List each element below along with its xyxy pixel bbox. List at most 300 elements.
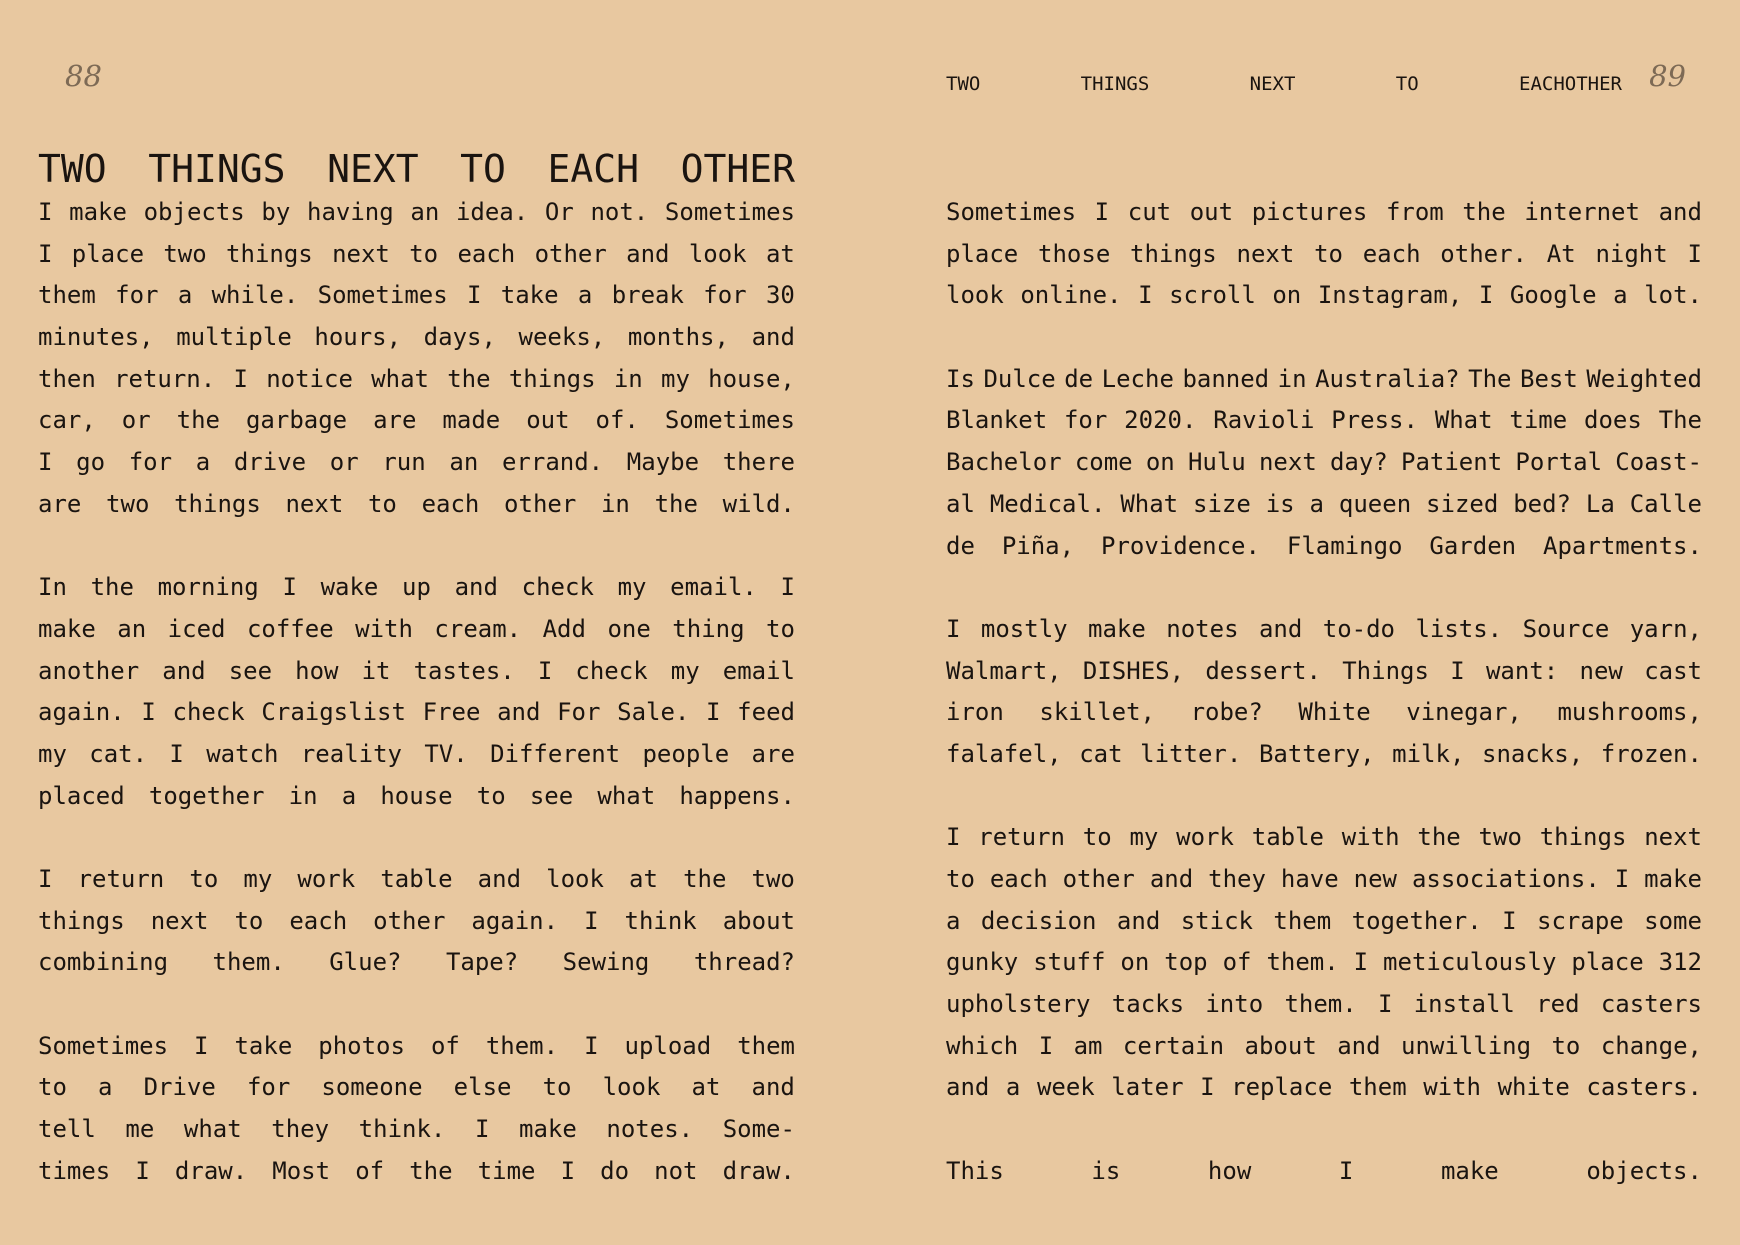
word: to-do xyxy=(1322,614,1395,643)
word: or xyxy=(121,406,151,435)
word: and xyxy=(946,1073,990,1102)
paragraph xyxy=(946,1151,1702,1193)
word: pictures xyxy=(1251,198,1368,226)
title-word: NEXT xyxy=(327,147,419,191)
word: things xyxy=(1130,239,1217,268)
word: Sewing xyxy=(562,948,650,977)
word: how xyxy=(295,656,339,685)
word: drive xyxy=(233,448,307,477)
word: cat. xyxy=(89,739,148,768)
word: with xyxy=(1423,1073,1481,1102)
word: multiple xyxy=(176,323,292,352)
word: make xyxy=(69,198,127,226)
word: and xyxy=(626,239,670,268)
text-line xyxy=(38,1026,795,1068)
word: a xyxy=(98,1073,113,1102)
word: Add xyxy=(542,614,586,643)
text-line xyxy=(38,692,795,734)
word: stuff xyxy=(1033,948,1106,977)
word: and xyxy=(1116,906,1161,935)
word: house xyxy=(380,781,453,810)
word: are xyxy=(373,406,417,435)
word: frozen. xyxy=(1600,739,1702,768)
paragraph xyxy=(946,609,1702,776)
word: reality xyxy=(300,739,402,768)
word: I xyxy=(474,1115,490,1144)
word: does xyxy=(1584,406,1642,435)
word: to xyxy=(542,1073,572,1102)
word: In xyxy=(38,573,67,602)
word: I xyxy=(1138,281,1153,310)
word: al xyxy=(946,489,975,518)
word: Best xyxy=(1520,364,1578,393)
word: The xyxy=(1658,406,1702,435)
word: make xyxy=(38,614,96,643)
word: those xyxy=(1038,239,1111,268)
word: wild. xyxy=(722,489,795,518)
word: iced xyxy=(167,614,226,643)
word: someone xyxy=(321,1073,423,1102)
word: notes xyxy=(1166,614,1239,643)
word: out xyxy=(1189,198,1234,226)
word: Hulu xyxy=(1187,448,1246,477)
word: are xyxy=(38,489,82,518)
word: Calle xyxy=(1629,489,1702,518)
word: Free xyxy=(422,698,481,727)
word: Drive xyxy=(143,1073,216,1102)
paragraph-break xyxy=(946,567,1702,609)
word: to xyxy=(189,865,219,893)
word: mostly xyxy=(980,614,1068,643)
chapter-title xyxy=(38,147,795,191)
word: I xyxy=(38,448,53,477)
text-line xyxy=(946,734,1702,776)
paragraph xyxy=(38,859,795,984)
word: I xyxy=(1200,1073,1215,1102)
word: place xyxy=(71,239,145,268)
word: a xyxy=(177,281,193,310)
word: I xyxy=(194,1031,209,1060)
paragraph xyxy=(946,192,1702,317)
word: they xyxy=(1208,865,1266,893)
word: I xyxy=(135,1156,150,1185)
word: return xyxy=(77,865,165,893)
word: Sometimes xyxy=(664,198,795,226)
text-line xyxy=(38,776,795,818)
word: coffee xyxy=(246,614,334,643)
word: then xyxy=(38,364,96,393)
word: them. xyxy=(485,1031,559,1060)
word: they xyxy=(271,1115,330,1144)
word: times xyxy=(38,1156,111,1185)
word: queen xyxy=(1338,489,1412,518)
word: Ravioli xyxy=(1213,406,1315,435)
word: new xyxy=(1579,656,1623,685)
word: I xyxy=(1353,948,1369,977)
word: decision xyxy=(980,906,1097,935)
word: in xyxy=(288,781,318,810)
word: check xyxy=(521,573,594,602)
word: and xyxy=(1149,865,1194,893)
word: tell xyxy=(38,1115,96,1144)
running-header xyxy=(946,75,1622,94)
word: Flamingo xyxy=(1286,531,1403,560)
word: change, xyxy=(1600,1031,1702,1060)
paragraph xyxy=(38,192,795,526)
word: made xyxy=(442,406,501,435)
word: and xyxy=(1337,1031,1381,1060)
word: snacks, xyxy=(1482,739,1584,768)
text-line xyxy=(38,1109,795,1151)
word: while. xyxy=(211,281,299,310)
word: and xyxy=(1658,198,1702,226)
word: from xyxy=(1385,198,1444,226)
paragraph xyxy=(38,1026,795,1193)
word: hours, xyxy=(314,323,402,352)
word: come xyxy=(1074,448,1133,477)
word: Things xyxy=(1342,656,1429,685)
word: my xyxy=(243,865,273,893)
word: unwilling xyxy=(1401,1031,1532,1060)
word: idea. xyxy=(455,198,529,226)
word: I xyxy=(584,906,599,935)
word: having xyxy=(307,198,394,226)
word: The xyxy=(1468,364,1512,393)
word: things xyxy=(38,906,125,935)
word: house, xyxy=(708,364,795,393)
word: which xyxy=(946,1031,1019,1060)
word: the xyxy=(1462,198,1506,226)
word: casters xyxy=(1600,990,1702,1019)
word: the xyxy=(1417,823,1461,852)
text-line xyxy=(946,1151,1702,1193)
word: lot. xyxy=(1644,281,1702,310)
word: and xyxy=(162,656,206,685)
word: other xyxy=(1062,865,1135,893)
word: an xyxy=(410,198,440,226)
word: a xyxy=(1005,1073,1021,1102)
word: skillet, xyxy=(1039,698,1155,727)
word: have xyxy=(1280,865,1339,893)
word: together xyxy=(148,781,265,810)
text-line xyxy=(38,609,795,651)
text-line xyxy=(946,484,1702,526)
word: later xyxy=(1111,1073,1184,1102)
word: mushrooms, xyxy=(1557,698,1702,727)
paragraph-break xyxy=(946,776,1702,818)
word: tastes. xyxy=(413,656,515,685)
word: I xyxy=(169,739,184,768)
word: I xyxy=(1094,198,1110,226)
word: online. xyxy=(1020,281,1122,310)
word: gunky xyxy=(946,948,1019,977)
word: the xyxy=(654,489,698,518)
word: internet xyxy=(1524,198,1640,226)
word: the xyxy=(176,406,220,435)
word: yarn, xyxy=(1629,614,1702,643)
word: the xyxy=(683,865,727,893)
text-line xyxy=(946,400,1702,442)
word: install xyxy=(1413,990,1515,1019)
word: cream. xyxy=(434,614,522,643)
word: look xyxy=(546,865,604,893)
word: take xyxy=(234,1031,293,1060)
word: each xyxy=(457,239,516,268)
text-line xyxy=(38,734,795,776)
word: at xyxy=(629,865,658,893)
text-line xyxy=(38,901,795,943)
word: I xyxy=(1478,281,1494,310)
word: things xyxy=(226,239,313,268)
word: I xyxy=(233,364,248,393)
word: each xyxy=(989,865,1048,893)
running-header-word: TWO xyxy=(946,73,981,95)
word: Bachelor xyxy=(946,448,1062,477)
page-number-left: 88 xyxy=(65,59,102,93)
word: by xyxy=(261,198,291,226)
word: I xyxy=(1038,1031,1054,1060)
word: some xyxy=(1644,906,1702,935)
word: of xyxy=(355,1156,385,1185)
word: Leche xyxy=(1101,364,1174,393)
text-line xyxy=(946,442,1702,484)
word: Sometimes xyxy=(317,281,448,310)
word: and xyxy=(1258,614,1303,643)
word: table xyxy=(380,865,453,893)
word: At xyxy=(1546,239,1576,268)
word: my xyxy=(661,364,690,393)
word: email. xyxy=(670,573,757,602)
word: make xyxy=(1440,1156,1499,1185)
text-line xyxy=(38,317,795,359)
word: falafel, xyxy=(946,739,1062,768)
word: I xyxy=(706,698,721,727)
word: top xyxy=(1164,948,1208,977)
word: my xyxy=(38,739,67,768)
text-line xyxy=(946,192,1702,234)
word: Garden xyxy=(1429,531,1517,560)
word: them xyxy=(38,281,96,310)
word: or xyxy=(329,448,359,477)
word: DISHES, xyxy=(1082,656,1185,685)
word: on xyxy=(1120,948,1150,977)
word: each xyxy=(1362,239,1421,268)
word: think. xyxy=(358,1115,446,1144)
word: Sometimes xyxy=(38,1031,169,1060)
word: Google xyxy=(1509,281,1597,310)
word: vinegar, xyxy=(1406,698,1522,727)
word: What xyxy=(1120,489,1179,518)
word: Source xyxy=(1522,614,1610,643)
word: white xyxy=(1497,1073,1570,1102)
word: of xyxy=(430,1031,460,1060)
title-word: EACH xyxy=(547,147,640,191)
word: night xyxy=(1595,239,1668,268)
word: and xyxy=(477,865,522,893)
word: do xyxy=(600,1156,630,1185)
word: other. xyxy=(1440,239,1527,268)
word: each xyxy=(421,489,480,518)
word: look xyxy=(602,1073,661,1102)
word: Walmart, xyxy=(946,656,1062,685)
word: work xyxy=(297,865,356,893)
word: I xyxy=(946,823,961,852)
word: Sale. xyxy=(617,698,690,727)
text-line xyxy=(946,651,1702,693)
word: the xyxy=(409,1156,453,1185)
word: table xyxy=(1251,823,1324,852)
text-line xyxy=(38,859,795,901)
word: Weighted xyxy=(1586,364,1702,393)
title-word: OTHER xyxy=(680,147,795,191)
word: Dulce xyxy=(983,364,1056,393)
word: I xyxy=(38,239,53,268)
word: two xyxy=(751,865,795,893)
text-line xyxy=(38,359,795,401)
word: to xyxy=(766,614,795,643)
word: Is xyxy=(946,364,975,393)
word: not xyxy=(654,1156,698,1185)
word: email xyxy=(722,656,795,685)
word: and xyxy=(454,573,498,602)
word: two xyxy=(1478,823,1522,852)
paragraph-break xyxy=(38,817,795,859)
word: White xyxy=(1298,698,1371,727)
text-line xyxy=(38,1067,795,1109)
word: draw. xyxy=(722,1156,795,1185)
word: things xyxy=(174,489,261,518)
word: into xyxy=(1205,990,1264,1019)
word: feed xyxy=(737,698,795,727)
text-line xyxy=(946,817,1702,859)
word: them xyxy=(1273,906,1332,935)
word: them xyxy=(737,1031,795,1060)
word: certain xyxy=(1122,1031,1225,1060)
word: draw. xyxy=(174,1156,248,1185)
word: next xyxy=(1258,448,1317,477)
word: de xyxy=(1064,364,1094,393)
word: robe? xyxy=(1190,698,1263,727)
word: want: xyxy=(1485,656,1559,685)
word: what xyxy=(183,1115,242,1144)
word: Glue? xyxy=(329,948,402,977)
text-line xyxy=(946,234,1702,276)
word: Some- xyxy=(722,1115,795,1144)
word: Or xyxy=(544,198,574,226)
word: next xyxy=(1236,239,1295,268)
word: with xyxy=(1341,823,1400,852)
word: return xyxy=(978,823,1065,852)
word: next xyxy=(285,489,344,518)
word: check xyxy=(172,698,245,727)
word: Australia? xyxy=(1315,364,1460,393)
word: Portal xyxy=(1515,448,1603,477)
word: an xyxy=(117,614,147,643)
word: lists. xyxy=(1415,614,1503,643)
word: see xyxy=(228,656,273,685)
text-line xyxy=(946,1067,1702,1109)
word: again. xyxy=(471,906,559,935)
word: objects xyxy=(143,198,245,226)
word: Patient xyxy=(1401,448,1503,477)
word: and xyxy=(751,1073,795,1102)
word: replace xyxy=(1231,1073,1333,1102)
word: notice xyxy=(266,364,353,393)
word: Maybe xyxy=(626,448,700,477)
word: look xyxy=(688,239,747,268)
text-line xyxy=(946,901,1702,943)
word: them. xyxy=(1266,948,1339,977)
word: to xyxy=(367,489,397,518)
word: de xyxy=(946,531,975,560)
word: to xyxy=(234,906,264,935)
word: look xyxy=(946,281,1004,310)
word: the xyxy=(447,364,491,393)
word: I xyxy=(1502,906,1517,935)
word: thread? xyxy=(693,948,795,977)
word: notes. xyxy=(606,1115,694,1144)
text-line xyxy=(946,942,1702,984)
word: return. xyxy=(114,364,216,393)
word: another xyxy=(38,656,140,685)
word: next xyxy=(150,906,209,935)
word: Blanket xyxy=(946,406,1048,435)
title-word: TWO xyxy=(38,147,107,191)
text-line xyxy=(946,359,1702,401)
page-number-right: 89 xyxy=(1649,59,1686,93)
word: place xyxy=(946,239,1019,268)
word: make xyxy=(1644,865,1702,893)
word: work xyxy=(1176,823,1234,852)
text-line xyxy=(38,484,795,526)
word: bed? xyxy=(1513,489,1571,518)
word: an xyxy=(449,448,479,477)
word: dessert. xyxy=(1205,656,1321,685)
word: out xyxy=(526,406,570,435)
text-line xyxy=(38,567,795,609)
word: happens. xyxy=(679,781,795,810)
word: is xyxy=(1265,489,1295,518)
word: run xyxy=(382,448,426,477)
word: time xyxy=(1509,406,1568,435)
word: again. xyxy=(38,698,125,727)
word: errand. xyxy=(501,448,604,477)
word: red xyxy=(1536,990,1580,1019)
word: the xyxy=(90,573,134,602)
word: two xyxy=(163,239,207,268)
word: check xyxy=(575,656,648,685)
word: with xyxy=(355,614,413,643)
word: Different xyxy=(490,739,621,768)
word: other xyxy=(504,489,577,518)
word: to xyxy=(38,1073,67,1102)
word: next xyxy=(332,239,390,268)
word: on xyxy=(1145,448,1175,477)
word: things xyxy=(1539,823,1627,852)
text-line xyxy=(38,275,795,317)
word: Sometimes xyxy=(664,406,795,435)
word: day? xyxy=(1329,448,1388,477)
word: are xyxy=(751,739,795,768)
word: week xyxy=(1036,1073,1095,1102)
word: Instagram, xyxy=(1317,281,1463,310)
word: banned xyxy=(1182,364,1270,393)
word: new xyxy=(1353,865,1397,893)
word: cast xyxy=(1644,656,1702,685)
word: for xyxy=(1063,406,1108,435)
word: objects. xyxy=(1586,1156,1702,1185)
running-header-word: EACHOTHER xyxy=(1519,73,1622,95)
